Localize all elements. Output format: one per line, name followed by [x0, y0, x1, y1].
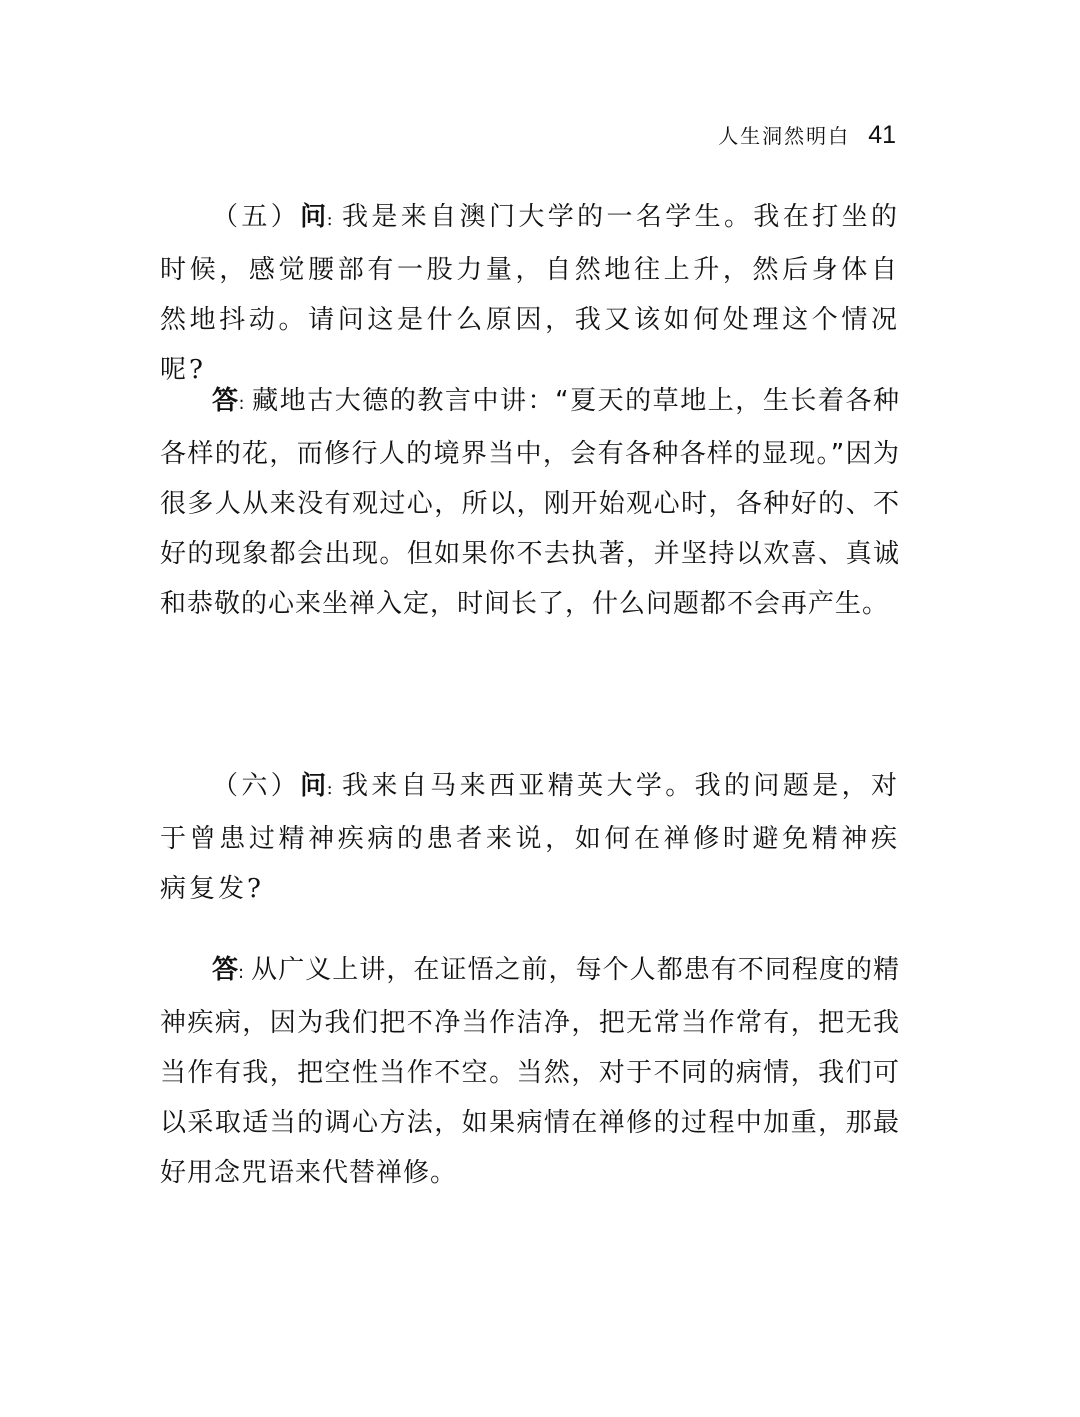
- question-colon: :: [326, 778, 336, 799]
- question-number: （五）: [212, 202, 301, 232]
- question-text: 我来自马来西亚精英大学。我的问题是，对于曾患过精神疾病的患者来说，如何在禅修时避免精神疾病复发?: [160, 771, 900, 904]
- question-number: （六）: [212, 771, 301, 801]
- question-text: 我是来自澳门大学的一名学生。我在打坐的时候，感觉腰部有一股力量，自然地往上升，然后身体自然地抖动。请问这是什么原因，我又该如何处理这个情况呢?: [160, 202, 900, 385]
- question-six: [160, 761, 900, 914]
- answer-text: 从广义上讲，在证悟之前，每个人都患有不同程度的精神疾病，因为我们把不净当作洁净，把无常当作常有，把无我当作有我，把空性当作不空。当然，对于不同的病情，我们可以采取适当的调心方法，如果病情在禅修的过程中加重，那最好用念咒语来代替禅修。: [160, 955, 900, 1188]
- question-label: 问: [300, 771, 327, 801]
- answer-five: [160, 376, 900, 629]
- answer-label: 答: [212, 955, 239, 985]
- question-label: 问: [300, 202, 327, 232]
- answer-colon: :: [238, 393, 246, 414]
- question-five: [160, 192, 900, 395]
- chapter-title: 人生洞然明白: [718, 124, 851, 148]
- running-header: [718, 120, 896, 150]
- answer-label: 答: [212, 386, 239, 416]
- answer-colon: :: [238, 962, 246, 983]
- answer-text: 藏地古大德的教言中讲：“夏天的草地上，生长着各种各样的花，而修行人的境界当中，会有各种各样的显现。”因为很多人从来没有观过心，所以，刚开始观心时，各种好的、不好的现象都会出现。但如果你不去执著，并坚持以欢喜、真诚和恭敬的心来坐禅入定，时间长了，什么问题都不会再产生。: [160, 386, 900, 619]
- page-number: 41: [868, 121, 896, 149]
- question-colon: :: [326, 209, 336, 230]
- answer-six: [160, 945, 900, 1198]
